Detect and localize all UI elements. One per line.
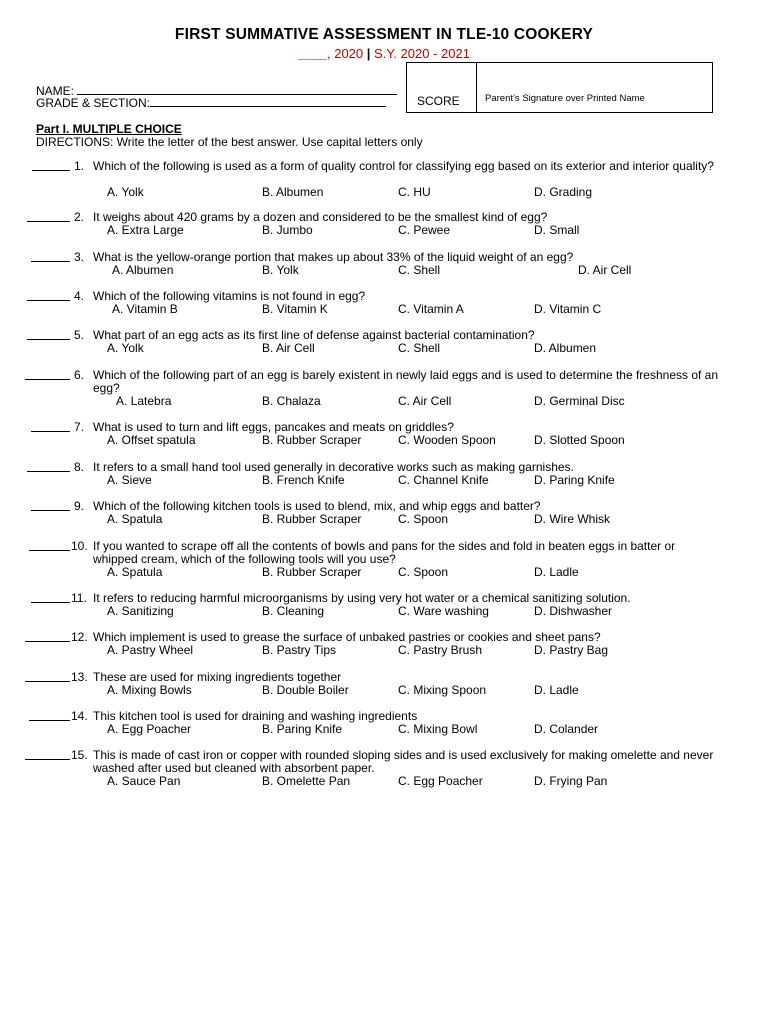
option-d: D. Albumen bbox=[534, 341, 597, 355]
option-a: A. Sanitizing bbox=[107, 604, 174, 618]
option-b: B. Cleaning bbox=[262, 604, 325, 618]
option-d: D. Wire Whisk bbox=[534, 512, 610, 526]
option-a: A. Egg Poacher bbox=[107, 722, 192, 736]
school-year: S.Y. 2020 - 2021 bbox=[374, 46, 470, 61]
signature-label: Parent’s Signature over Printed Name bbox=[485, 93, 645, 104]
option-a: A. Albumen bbox=[112, 263, 174, 277]
option-c: C. Egg Poacher bbox=[398, 774, 483, 788]
option-b: B. Rubber Scraper bbox=[262, 433, 362, 447]
answer-blank[interactable] bbox=[29, 710, 70, 721]
option-d: D. Slotted Spoon bbox=[534, 433, 625, 447]
answer-blank[interactable] bbox=[27, 211, 70, 222]
question-number: 12. bbox=[71, 630, 88, 644]
answer-options bbox=[0, 644, 768, 657]
answer-options bbox=[0, 513, 768, 526]
option-a: A. Offset spatula bbox=[107, 433, 196, 447]
option-b: B. French Knife bbox=[262, 473, 345, 487]
option-d: D. Air Cell bbox=[578, 263, 632, 277]
answer-options bbox=[0, 434, 768, 447]
answer-options bbox=[0, 342, 768, 355]
option-c: C. Ware washing bbox=[398, 604, 489, 618]
name-label: NAME: bbox=[36, 84, 75, 98]
answer-options bbox=[0, 186, 768, 199]
option-c: C. Shell bbox=[398, 341, 441, 355]
question-number: 8. bbox=[74, 460, 85, 474]
question-number: 13. bbox=[71, 670, 88, 684]
option-a: A. Spatula bbox=[107, 565, 163, 579]
answer-blank[interactable] bbox=[27, 290, 70, 301]
answer-options bbox=[0, 566, 768, 579]
option-b: B. Jumbo bbox=[262, 223, 313, 237]
answer-options bbox=[0, 684, 768, 697]
score-label: SCORE bbox=[417, 94, 460, 108]
option-d: D. Ladle bbox=[534, 565, 579, 579]
option-b: B. Paring Knife bbox=[262, 722, 343, 736]
answer-blank[interactable] bbox=[27, 329, 70, 340]
question-number: 5. bbox=[74, 328, 85, 342]
option-d: D. Ladle bbox=[534, 683, 579, 697]
option-b: B. Double Boiler bbox=[262, 683, 349, 697]
option-c: C. Pastry Brush bbox=[398, 643, 483, 657]
question-text: If you wanted to scrape off all the contents of bowls and pans for the sides and fold in beaten eggs in batter or whipped cream, which of the following tools will you use? bbox=[93, 539, 676, 566]
option-c: C. Air Cell bbox=[398, 394, 452, 408]
option-a: A. Latebra bbox=[116, 394, 172, 408]
option-d: D. Frying Pan bbox=[534, 774, 608, 788]
option-c: C. Spoon bbox=[398, 565, 449, 579]
answer-options bbox=[0, 605, 768, 618]
directions: DIRECTIONS: Write the letter of the best answer. Use capital letters only bbox=[36, 135, 423, 149]
option-a: A. Spatula bbox=[107, 512, 163, 526]
grade-label: GRADE & SECTION: bbox=[36, 96, 151, 110]
option-d: D. Small bbox=[534, 223, 580, 237]
question-number: 1. bbox=[74, 159, 85, 173]
question-text: It weighs about 420 grams by a dozen and considered to be the smallest kind of egg? bbox=[93, 210, 548, 224]
answer-blank[interactable] bbox=[31, 251, 70, 262]
grade-section-field[interactable] bbox=[150, 96, 386, 107]
option-b: B. Yolk bbox=[262, 263, 299, 277]
option-d: D. Paring Knife bbox=[534, 473, 615, 487]
date-blank: ____ bbox=[298, 46, 327, 61]
question-text: This is made of cast iron or copper with rounded sloping sides and is used exclusively for making omelette and never washed after used but cleaned with absorbent paper. bbox=[93, 748, 714, 775]
question-number: 14. bbox=[71, 709, 88, 723]
question-text: What is the yellow-orange portion that makes up about 33% of the liquid weight of an egg? bbox=[93, 250, 574, 264]
question-number: 3. bbox=[74, 250, 85, 264]
question-text: Which of the following kitchen tools is used to blend, mix, and whip eggs and batter? bbox=[93, 499, 541, 513]
option-c: C. Mixing Spoon bbox=[398, 683, 487, 697]
answer-options bbox=[0, 723, 768, 736]
answer-blank[interactable] bbox=[31, 421, 70, 432]
box-divider bbox=[476, 63, 477, 112]
option-d: D. Pastry Bag bbox=[534, 643, 609, 657]
answer-blank[interactable] bbox=[27, 461, 70, 472]
answer-blank[interactable] bbox=[25, 671, 70, 682]
option-d: D. Germinal Disc bbox=[534, 394, 625, 408]
option-a: A. Pastry Wheel bbox=[107, 643, 194, 657]
option-d: D. Vitamin C bbox=[534, 302, 602, 316]
option-a: A. Sauce Pan bbox=[107, 774, 181, 788]
year-text: , 2020 bbox=[326, 46, 364, 61]
part-title: Part I. MULTIPLE CHOICE bbox=[36, 122, 182, 136]
option-b: B. Rubber Scraper bbox=[262, 565, 362, 579]
answer-options bbox=[0, 395, 768, 408]
question-text: Which implement is used to grease the surface of unbaked pastries or cookies and sheet pans? bbox=[93, 630, 601, 644]
option-b: B. Chalaza bbox=[262, 394, 321, 408]
question-number: 10. bbox=[71, 539, 88, 553]
question-text: It refers to a small hand tool used generally in decorative works such as making garnishes. bbox=[93, 460, 574, 474]
option-c: C. Spoon bbox=[398, 512, 449, 526]
option-a: A. Vitamin B bbox=[112, 302, 178, 316]
option-c: C. Pewee bbox=[398, 223, 451, 237]
option-d: D. Colander bbox=[534, 722, 599, 736]
question-number: 7. bbox=[74, 420, 85, 434]
option-d: D. Grading bbox=[534, 185, 593, 199]
page-title: FIRST SUMMATIVE ASSESSMENT IN TLE-10 COOKERY bbox=[174, 26, 594, 43]
option-a: A. Mixing Bowls bbox=[107, 683, 192, 697]
question-text: Which of the following part of an egg is barely existent in newly laid eggs and is used to determine the freshness of an egg? bbox=[93, 368, 719, 395]
answer-blank[interactable] bbox=[25, 631, 70, 642]
option-b: B. Air Cell bbox=[262, 341, 315, 355]
question-number: 6. bbox=[74, 368, 85, 382]
option-b: B. Pastry Tips bbox=[262, 643, 337, 657]
option-b: B. Rubber Scraper bbox=[262, 512, 362, 526]
option-c: C. Shell bbox=[398, 263, 441, 277]
option-c: C. HU bbox=[398, 185, 431, 199]
option-a: A. Yolk bbox=[107, 341, 144, 355]
answer-options bbox=[0, 224, 768, 237]
question-text: Which of the following vitamins is not found in egg? bbox=[93, 289, 366, 303]
option-a: A. Yolk bbox=[107, 185, 144, 199]
option-a: A. Extra Large bbox=[107, 223, 184, 237]
option-b: B. Omelette Pan bbox=[262, 774, 351, 788]
question-number: 15. bbox=[71, 748, 88, 762]
separator: | bbox=[366, 46, 371, 61]
answer-blank[interactable] bbox=[25, 369, 70, 380]
question-text: This kitchen tool is used for draining and washing ingredients bbox=[93, 709, 418, 723]
option-c: C. Wooden Spoon bbox=[398, 433, 496, 447]
question-number: 11. bbox=[71, 591, 87, 605]
option-c: C. Vitamin A bbox=[398, 302, 464, 316]
question-text: What part of an egg acts as its first line of defense against bacterial contamination? bbox=[93, 328, 535, 342]
answer-options bbox=[0, 264, 768, 277]
option-b: B. Albumen bbox=[262, 185, 324, 199]
answer-options bbox=[0, 474, 768, 487]
grade-row bbox=[36, 96, 386, 110]
option-d: D. Dishwasher bbox=[534, 604, 613, 618]
school-year-line bbox=[0, 46, 768, 61]
question-text: What is used to turn and lift eggs, pancakes and meats on griddles? bbox=[93, 420, 454, 434]
question-number: 2. bbox=[74, 210, 85, 224]
question-number: 4. bbox=[74, 289, 85, 303]
question-text: Which of the following is used as a form of quality control for classifying egg based on its exterior and interior quality? bbox=[93, 159, 714, 173]
question-number: 9. bbox=[74, 499, 85, 513]
answer-blank[interactable] bbox=[29, 540, 70, 551]
answer-options bbox=[0, 775, 768, 788]
option-c: C. Mixing Bowl bbox=[398, 722, 478, 736]
option-b: B. Vitamin K bbox=[262, 302, 328, 316]
name-field[interactable] bbox=[77, 84, 397, 95]
answer-options bbox=[0, 303, 768, 316]
option-a: A. Sieve bbox=[107, 473, 152, 487]
answer-blank[interactable] bbox=[25, 749, 70, 760]
answer-blank[interactable] bbox=[31, 592, 70, 603]
score-signature-box bbox=[406, 62, 713, 113]
answer-blank[interactable] bbox=[31, 500, 70, 511]
question-text: It refers to reducing harmful microorganisms by using very hot water or a chemical sanitizing solution. bbox=[93, 591, 631, 605]
answer-blank[interactable] bbox=[32, 160, 70, 171]
question-text: These are used for mixing ingredients together bbox=[93, 670, 342, 684]
option-c: C. Channel Knife bbox=[398, 473, 489, 487]
